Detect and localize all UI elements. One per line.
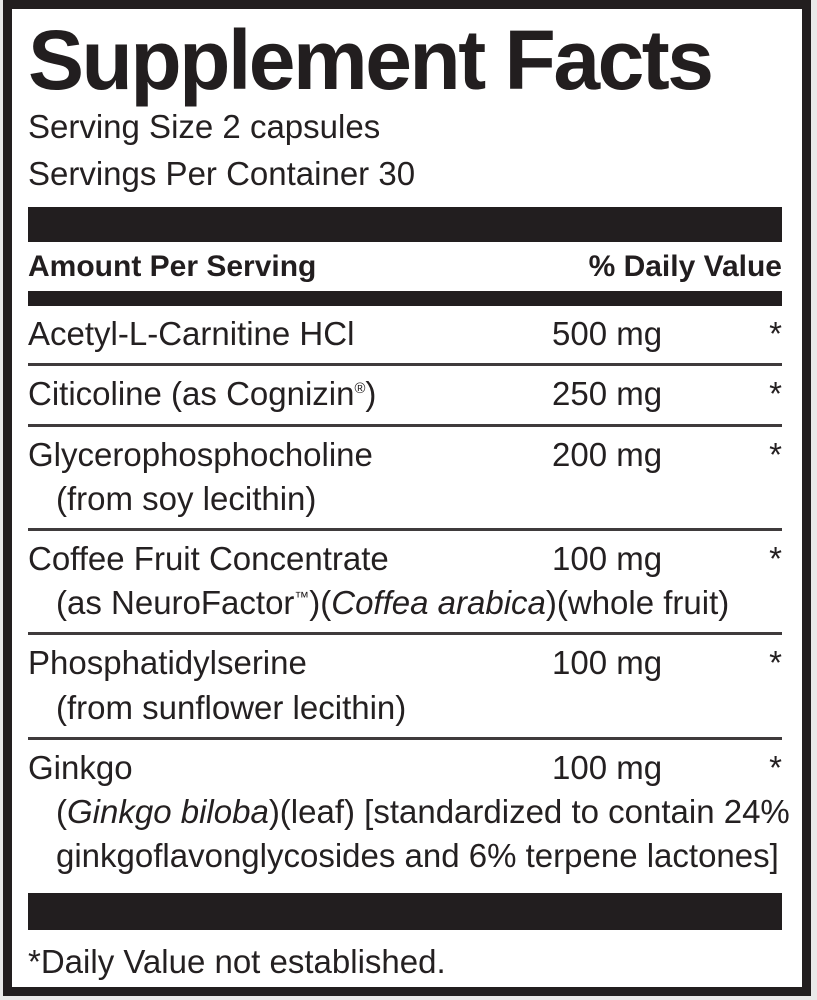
registered-trademark-symbol: ® [354,381,366,398]
daily-value-cell: * [769,375,782,413]
ingredient-standardization-detail: ginkgoflavonglycosides and 6% terpene lactones] [56,837,779,875]
ingredient-list [28,306,790,885]
trademark-symbol: ™ [294,590,310,607]
daily-value-cell: * [769,644,782,682]
daily-value-cell: * [769,748,782,786]
ingredient-source-detail: (Ginkgo biloba)(leaf) [standardized to contain 24% [56,793,790,831]
daily-value-cell: * [769,315,782,353]
column-header-row [28,242,782,291]
daily-value-footnote: *Daily Value not established. [28,943,446,981]
panel-title: Supplement Facts [28,13,712,107]
ingredient-amount: 100 mg [552,539,663,577]
ingredient-row-ginkgo [28,737,790,886]
ingredient-row-coffee-fruit [28,528,782,632]
ingredient-row-glycerophosphocholine [28,424,782,528]
separator-bar-bottom [28,893,782,930]
ingredient-name: Coffee Fruit Concentrate [28,539,389,577]
ingredient-name: Phosphatidylserine [28,644,307,682]
ingredient-source-detail: (from sunflower lecithin) [56,688,407,726]
supplement-facts-panel [3,0,811,996]
ingredient-name: Ginkgo [28,748,133,786]
ingredient-amount: 500 mg [552,315,663,353]
ingredient-amount: 200 mg [552,435,663,473]
botanical-name: Ginkgo biloba [67,793,269,831]
daily-value-cell: * [769,435,782,473]
botanical-name: Coffea arabica [331,584,546,622]
daily-value-cell: * [769,539,782,577]
ingredient-row-acetyl-l-carnitine [28,306,782,363]
separator-bar-top [28,207,782,242]
ingredient-name: Citicoline (as Cognizin®) [28,375,377,413]
separator-bar-header [28,291,782,306]
ingredient-row-citicoline [28,363,782,423]
ingredient-name: Glycerophosphocholine [28,435,373,473]
ingredient-row-phosphatidylserine [28,632,782,736]
servings-per-container: Servings Per Container 30 [28,155,416,193]
ingredient-amount: 100 mg [552,748,663,786]
ingredient-source-detail: (from soy lecithin) [56,479,317,517]
ingredient-amount: 250 mg [552,375,663,413]
ingredient-amount: 100 mg [552,644,663,682]
serving-size: Serving Size 2 capsules [28,108,381,146]
ingredient-source-detail: (as NeuroFactor™)(Coffea arabica)(whole fruit) [56,584,730,622]
daily-value-header: % Daily Value [588,250,782,284]
ingredient-name: Acetyl-L-Carnitine HCl [28,315,355,353]
amount-per-serving-header: Amount Per Serving [28,250,317,284]
